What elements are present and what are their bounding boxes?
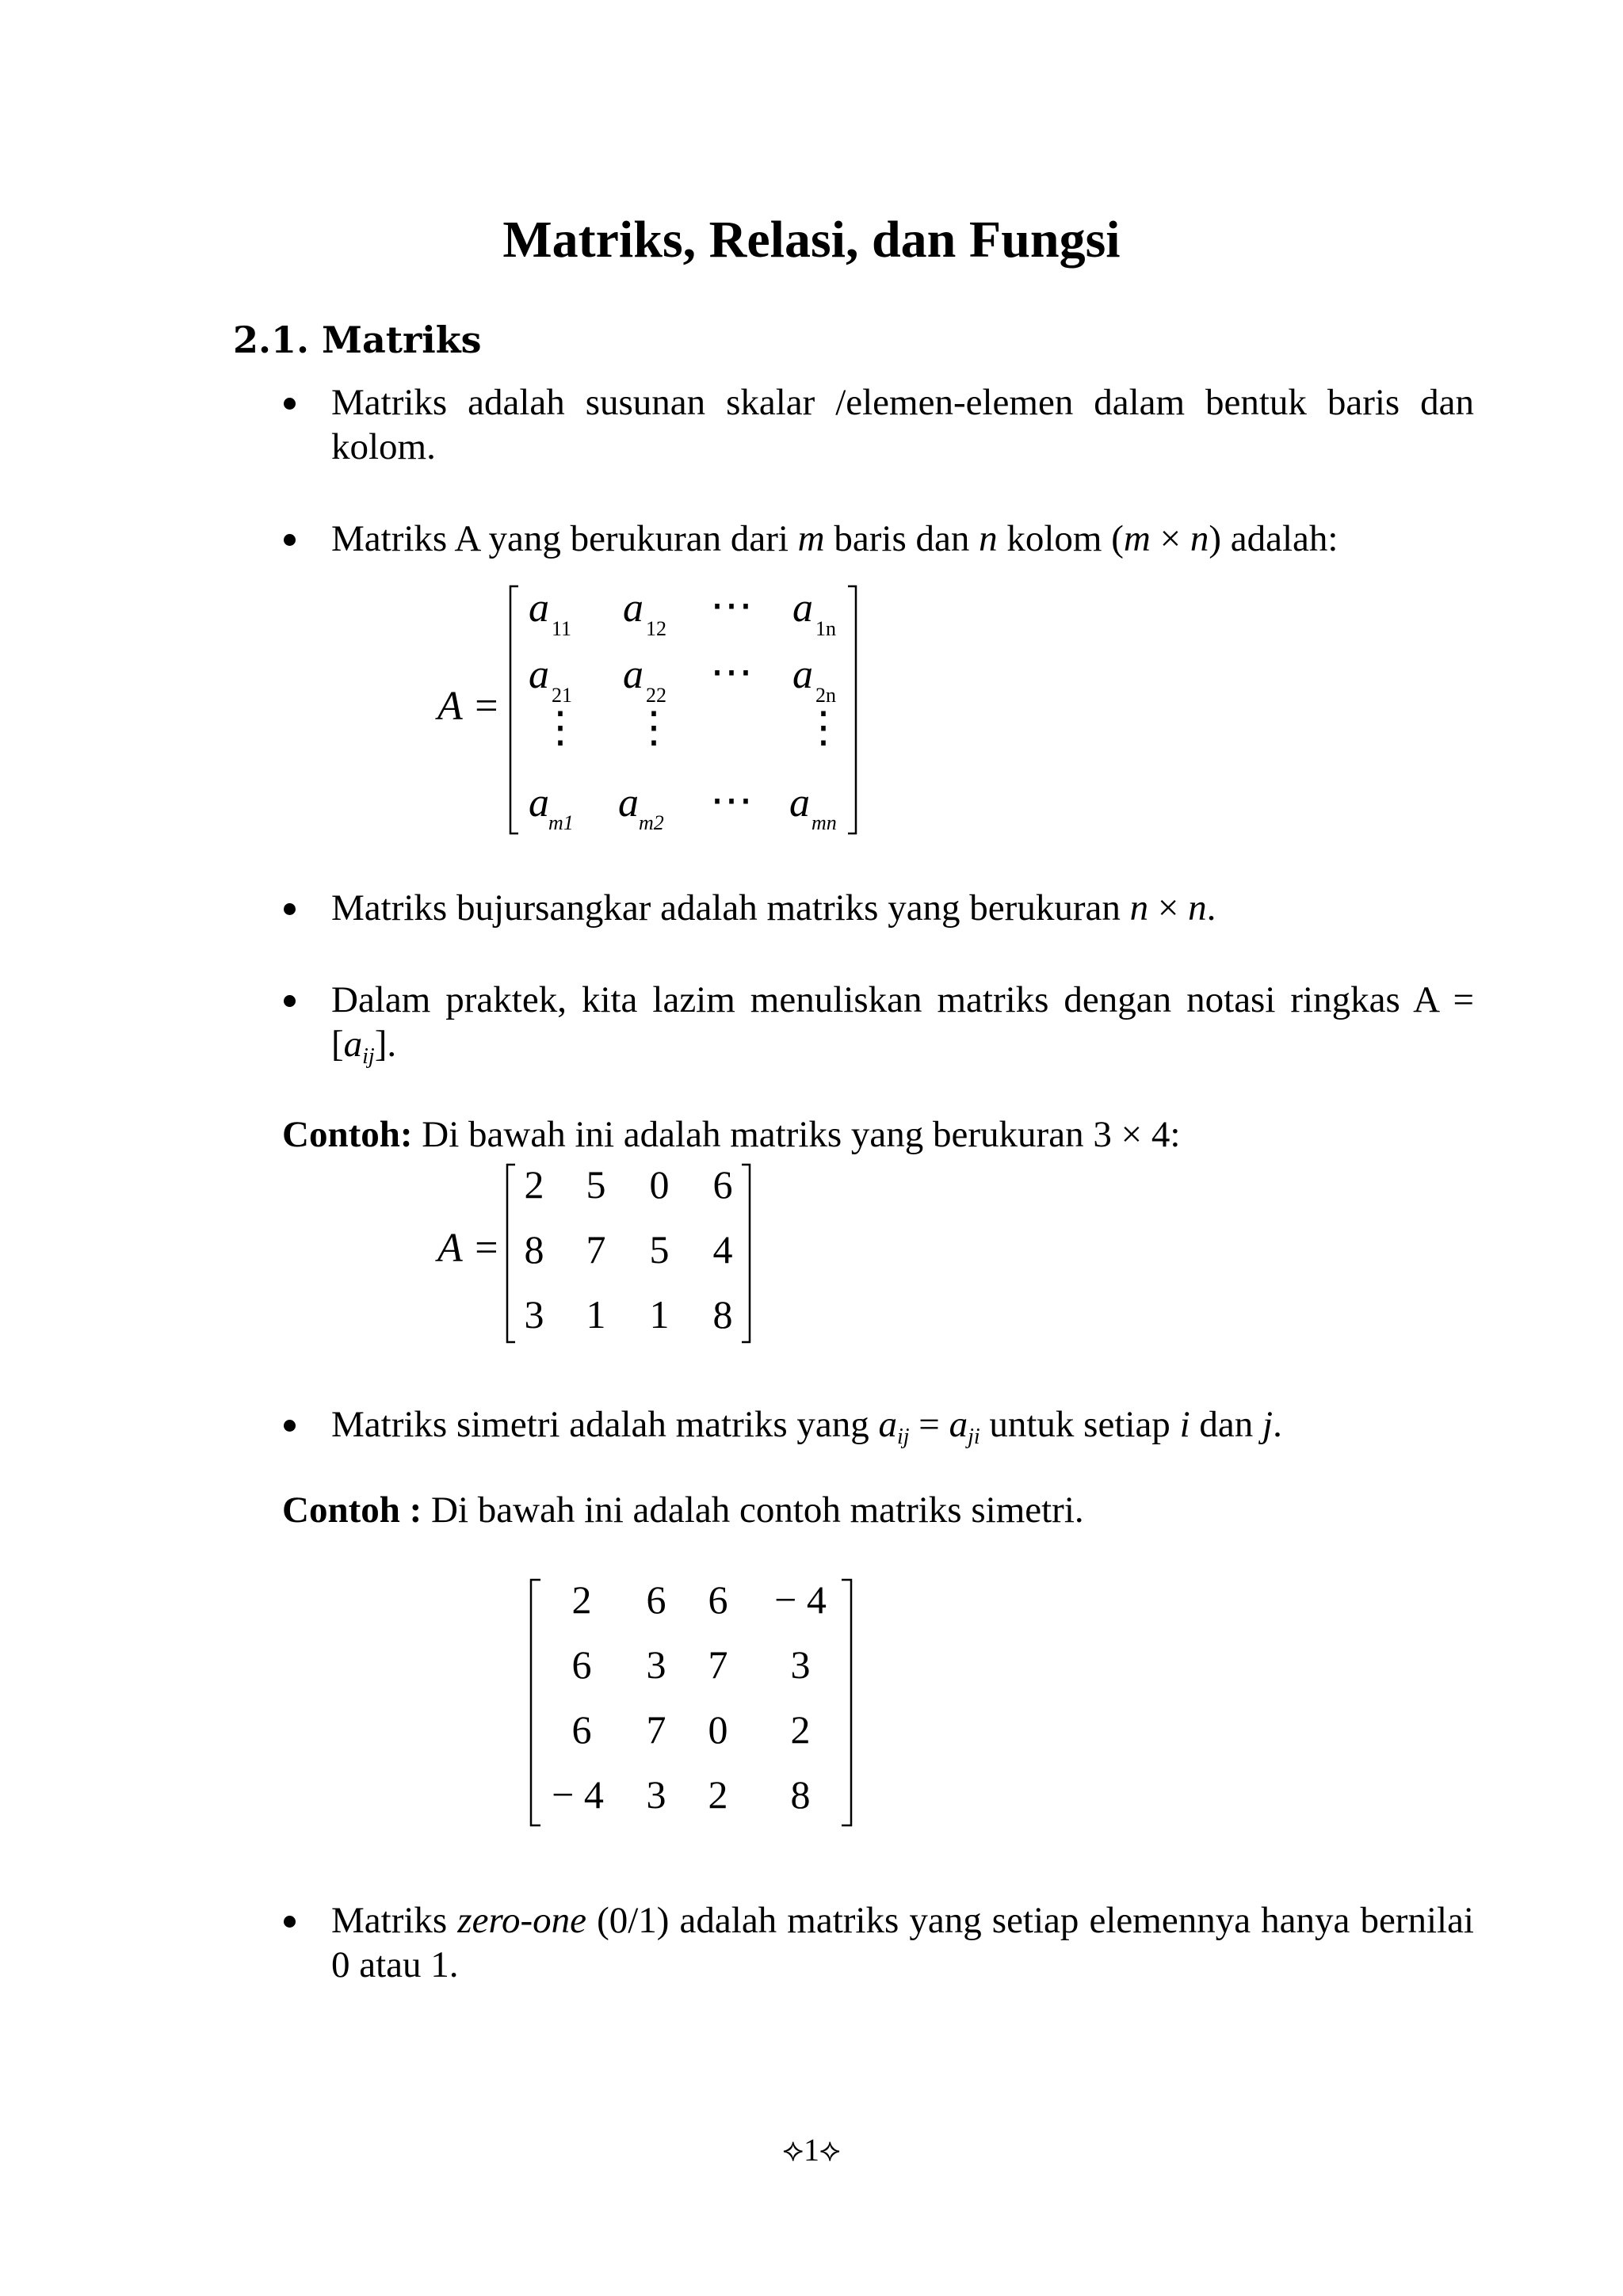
matrix-cell: 2 — [524, 1162, 544, 1207]
matrix-element: a — [529, 652, 549, 697]
cdots-icon: ⋯ — [710, 776, 753, 824]
matrix-element: a — [789, 780, 810, 826]
matrix-subscript: mn — [812, 811, 837, 834]
bullet-icon — [284, 1916, 296, 1928]
bullet-square-matrix: Matriks bujursangkar adalah matriks yang berukuran n × n. — [331, 887, 1216, 929]
matrix-cell: 5 — [649, 1227, 670, 1272]
matrix-element: a — [623, 585, 643, 631]
matrix-element: a — [792, 585, 813, 631]
matrix-subscript: 11 — [552, 617, 572, 640]
matrix-cell: 5 — [586, 1162, 606, 1207]
bullet-symmetric-matrix: Matriks simetri adalah matriks yang $a_{ij} = a_{ji}$ untuk setiap i dan j. — [331, 1404, 1282, 1449]
page-number: ⟡1⟡ — [782, 2132, 841, 2168]
matrix-cell: 1 — [586, 1292, 606, 1337]
matrix-cell: − 4 — [552, 1772, 604, 1817]
matrix-cell: 0 — [649, 1162, 670, 1207]
matrix-cell: 6 — [708, 1577, 728, 1622]
matrix-subscript: 22 — [646, 684, 666, 707]
matrix-cell: 6 — [571, 1642, 592, 1687]
matrix-subscript: 12 — [646, 617, 666, 640]
bullet-icon — [284, 398, 296, 410]
matrix-cell: 8 — [790, 1772, 811, 1817]
bullet-matrix-definition: Matriks adalah susunan skalar /elemen-elemen dalam bentuk baris dan kolom. — [331, 382, 1474, 467]
matrix-cell: 3 — [646, 1642, 666, 1687]
bullet-matrix-size: Matriks A yang berukuran dari m baris dan n kolom (m × n) adalah: — [331, 518, 1338, 559]
matrix-cell: 6 — [646, 1577, 666, 1622]
matrix-element: a — [529, 780, 549, 826]
matrix-cell: 3 — [790, 1642, 811, 1687]
matrix-subscript: 21 — [552, 684, 572, 707]
page-title: Matriks, Relasi, dan Fungsi — [502, 211, 1121, 269]
section-heading: 2.1. Matriks — [233, 318, 482, 361]
matrix-cell: 7 — [646, 1707, 666, 1752]
bullet-zero-one-matrix: Matriks zero-one (0/1) adalah matriks yang setiap elemennya hanya bernilai 0 atau 1. — [331, 1900, 1474, 1985]
matrix-cell: 7 — [586, 1227, 606, 1272]
matrix-element: a — [618, 780, 639, 826]
matrix-cell: 3 — [646, 1772, 666, 1817]
matrix-cell: 8 — [524, 1227, 544, 1272]
bullet-icon — [284, 1420, 296, 1432]
example-1: Contoh: Di bawah ini adalah matriks yang berukuran 3 × 4: — [282, 1114, 1181, 1155]
matrix-lhs: A = — [437, 1226, 500, 1271]
matrix-cell: 8 — [712, 1292, 733, 1337]
vdots-icon: ⋮ — [539, 704, 582, 751]
bullet-icon — [284, 995, 296, 1007]
example-2: Contoh : Di bawah ini adalah contoh matriks simetri. — [282, 1489, 1084, 1531]
matrix-lhs: A = — [437, 684, 500, 729]
matrix-cell: 4 — [712, 1227, 733, 1272]
matrix-cell: − 4 — [774, 1577, 827, 1622]
bullet-icon — [284, 534, 296, 546]
matrix-element: a — [792, 652, 813, 697]
bullet-notation: Dalam praktek, kita lazim menuliskan matriks dengan notasi ringkas $A = [a_{ij}]$. — [331, 979, 1474, 1069]
vdots-icon: ⋮ — [632, 704, 675, 751]
matrix-cell: 2 — [571, 1577, 592, 1622]
matrix-cell: 0 — [708, 1707, 728, 1752]
matrix-subscript: 1n — [815, 617, 836, 640]
matrix-cell: 6 — [712, 1162, 733, 1207]
matrix-subscript: m1 — [548, 811, 574, 834]
cdots-icon: ⋯ — [710, 582, 753, 629]
cdots-icon: ⋯ — [710, 648, 753, 696]
matrix-subscript: 2n — [815, 684, 836, 707]
matrix-subscript: m2 — [639, 811, 664, 834]
matrix-cell: 6 — [571, 1707, 592, 1752]
matrix-cell: 7 — [708, 1642, 728, 1687]
matrix-cell: 1 — [649, 1292, 670, 1337]
matrix-cell: 2 — [790, 1707, 811, 1752]
matrix-cell: 3 — [524, 1292, 544, 1337]
matrix-cell: 2 — [708, 1772, 728, 1817]
matrix-element: a — [529, 585, 549, 631]
matrix-element: a — [623, 652, 643, 697]
bullet-icon — [284, 903, 296, 915]
vdots-icon: ⋮ — [802, 704, 845, 751]
